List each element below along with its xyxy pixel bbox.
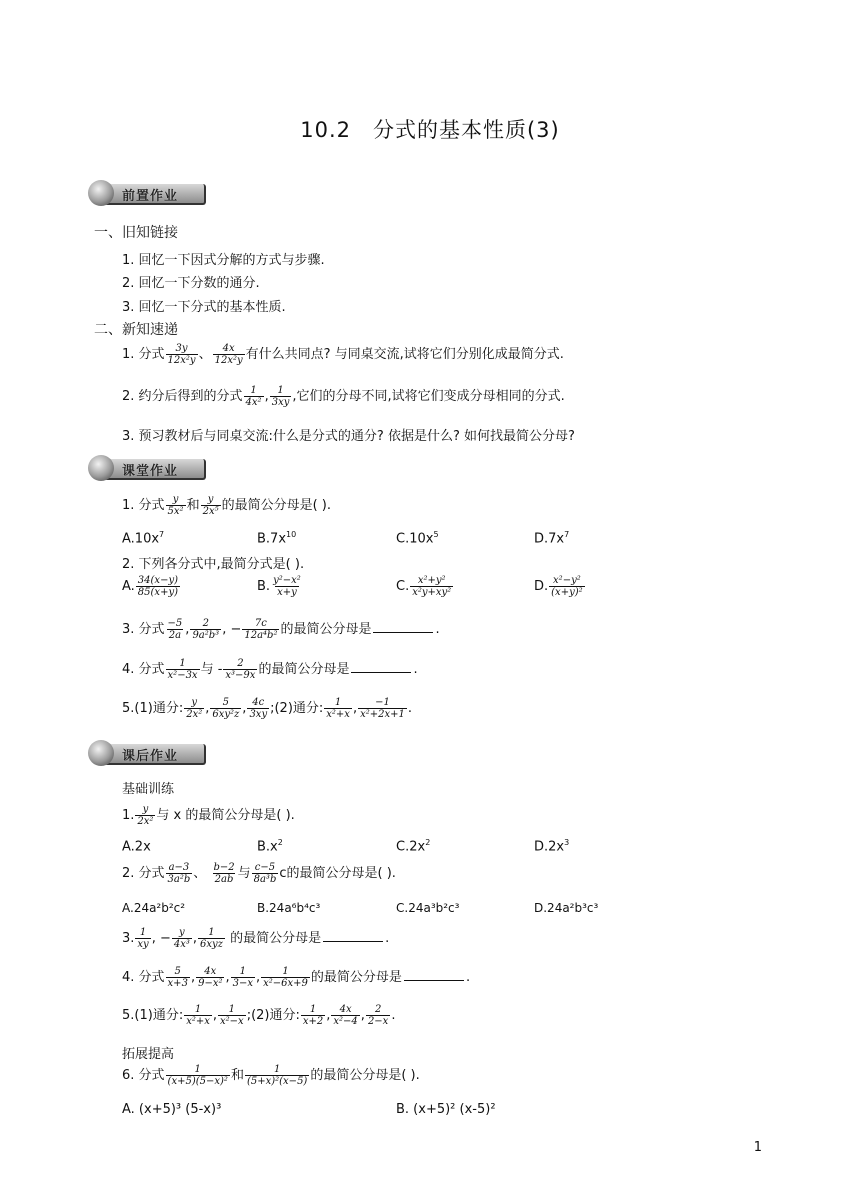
question-text: 的最简公分母是 xyxy=(230,931,322,946)
badge-label: 课堂作业 xyxy=(122,464,179,479)
option-sup: 7 xyxy=(564,530,570,539)
question-prefix: 3. xyxy=(122,931,135,946)
question-text: 有什么共同点? 与同桌交流,试将它们分别化成最简分式. xyxy=(245,347,564,362)
badge-label: 课后作业 xyxy=(122,749,179,764)
after-question-3: 3. $\frac{1}{xy}$ , − $\frac{y}{\text{4x³}}$ , $\frac{1}{\text{6xyz}}$ 的最简公分母是 . xyxy=(122,927,390,950)
question-prefix: 3. 分式 xyxy=(122,622,165,637)
question-prefix: 1. 分式 xyxy=(122,347,165,362)
badge-emblem-icon xyxy=(88,740,114,766)
question-prefix: 5.(1)通分: xyxy=(122,1008,184,1023)
after-question-4: 4. 分式 $\frac{5}{x+3}$ , $\frac{4x}{\text{9−x²}}$ , $\frac{1}{3-x}$ , $\frac{1}{\text{x²−6x+9}}$ 的最简公分母是 . xyxy=(122,966,471,989)
question-prefix: 4. 分式 xyxy=(122,662,165,677)
answer-blank[interactable] xyxy=(351,671,411,673)
option-a: A. $\frac{34(x-y)}{85(x+y)}$ xyxy=(122,575,178,598)
option-text: A.10x xyxy=(122,531,160,547)
pre-question-3: 3. 预习教材后与同桌交流:什么是分式的通分? 依据是什么? 如何找最简公分母? xyxy=(122,429,575,444)
pre-question-1: 1. 分式 $\frac{3y}{\text{12x²y}}$ 、 $\frac{4x}{\text{12x²y}}$ 有什么共同点? 与同桌交流,试将它们分别化成最简分式. xyxy=(122,343,564,366)
after-question-6: 6. 分式 $\frac{1}{\text{(x+5)(5−x)²}}$ 和 $\frac{1}{\text{(5+x)²(x−5)}}$ 的最简公分母是( ). xyxy=(122,1064,420,1087)
question-prefix: 4. 分式 xyxy=(122,970,165,985)
option-a: A.24a²b²c² xyxy=(122,901,186,915)
option-b xyxy=(257,838,283,854)
option-c: C. $\frac{\text{x²+y²}}{\text{x²y+xy²}}$ xyxy=(396,575,452,598)
option-b: B. $\frac{\text{y²−x²}}{x+y}$ xyxy=(257,575,301,598)
option-d xyxy=(534,838,569,854)
option-label: A. xyxy=(122,579,135,594)
option-c xyxy=(396,530,439,546)
pre-question-2: 2. 约分后得到的分式 $\frac{1}{\text{4x²}}$ , $\frac{1}{3xy}$ ,它们的分母不同,试将它们变成分母相同的分式. xyxy=(122,385,565,408)
option-text: C.2x xyxy=(396,839,426,855)
class-question-3: 3. 分式 $\frac{-5}{2a}$ , $\frac{2}{\text{9a²b³}}$ , − $\frac{7c}{\text{12a⁴b²}}$ 的最简公分母是 . xyxy=(122,618,440,641)
section-badge-class xyxy=(88,455,206,481)
answer-blank[interactable] xyxy=(404,979,464,981)
option-sup: 2 xyxy=(277,838,283,847)
after-question-5: 5.(1)通分: $\frac{1}{\text{x²+x}}$ , $\frac{1}{\text{x²−x}}$ ;(2)通分: $\frac{1}{x+2}$ , $\frac{4x}{\text{x²−4}}$ , $\frac{2}{2-x}$ . xyxy=(122,1004,396,1027)
option-b xyxy=(257,530,296,546)
option-sup: 3 xyxy=(564,838,570,847)
question-text: 的最简公分母是 xyxy=(280,622,372,637)
option-text: D.7x xyxy=(534,531,565,547)
page-title: 10.2 分式的基本性质(3) xyxy=(300,118,560,142)
option-label: B. xyxy=(257,579,271,594)
question-text: 的最简公分母是 xyxy=(310,970,402,985)
list-item: 3. 回忆一下分式的基本性质. xyxy=(122,300,286,315)
option-a xyxy=(122,530,164,546)
question-prefix: 2. 约分后得到的分式 xyxy=(122,389,243,404)
section-badge-pre xyxy=(88,180,206,206)
class-question-2: 2. 下列各分式中,最简分式是( ). xyxy=(122,557,305,572)
question-prefix: 6. 分式 xyxy=(122,1068,165,1083)
question-text: 和 xyxy=(230,1068,244,1083)
badge-emblem-icon xyxy=(88,455,114,481)
option-text: B.7x xyxy=(257,531,287,547)
list-item: 2. 回忆一下分数的通分. xyxy=(122,276,260,291)
option-sup: 2 xyxy=(425,838,431,847)
option-sup: 5 xyxy=(433,530,439,539)
option-text: A.2x xyxy=(122,839,151,855)
answer-blank[interactable] xyxy=(373,631,433,633)
badge-label: 前置作业 xyxy=(122,189,179,204)
class-question-4: 4. 分式 $\frac{1}{\text{x²−3x}}$ 与 - $\frac{2}{\text{x³−9x}}$ 的最简公分母是 . xyxy=(122,658,418,681)
heading-old-knowledge: 一、旧知链接 xyxy=(94,225,178,241)
question-text: c的最简公分母是( ). xyxy=(279,866,396,881)
option-d: D.24a²b³c³ xyxy=(534,901,599,915)
option-b: B. (x+5)² (x-5)² xyxy=(396,1102,496,1117)
option-d: D. $\frac{\text{x²−y²}}{\text{(x+y)²}}$ xyxy=(534,575,583,598)
page-number: 1 xyxy=(753,1140,762,1155)
question-text: ,它们的分母不同,试将它们变成分母相同的分式. xyxy=(292,389,565,404)
option-d xyxy=(534,530,569,546)
question-text: ;(2)通分: xyxy=(270,701,324,716)
option-label: D. xyxy=(534,579,549,594)
question-text: 的最简公分母是( ). xyxy=(310,1068,420,1083)
option-label: C. xyxy=(396,579,410,594)
question-text: 、 xyxy=(193,866,207,881)
question-prefix: 1. 分式 xyxy=(122,498,165,513)
badge-emblem-icon xyxy=(88,180,114,206)
heading-new-knowledge: 二、新知速递 xyxy=(94,322,178,338)
question-text: 和 xyxy=(186,498,200,513)
class-question-1: 1. 分式 $\frac{y}{\text{5x²}}$ 和 $\frac{y}{\text{2x⁵}}$ 的最简公分母是( ). xyxy=(122,494,332,517)
question-text: 的最简公分母是 xyxy=(258,662,350,677)
option-text: D.2x xyxy=(534,839,565,855)
question-prefix: 5.(1)通分: xyxy=(122,701,184,716)
list-item: 1. 回忆一下因式分解的方式与步骤. xyxy=(122,253,325,268)
option-text: C.10x xyxy=(396,531,434,547)
question-prefix: 2. 分式 xyxy=(122,866,165,881)
after-question-2: 2. 分式 $\frac{a-3}{\text{3a²b}}$ 、 $\frac{b-2}{2ab}$ 与 $\frac{c-5}{\text{8a³b}}$ c的最简公分母是( ). xyxy=(122,862,396,885)
question-text: 与 - xyxy=(200,662,223,677)
question-text: ;(2)通分: xyxy=(246,1008,300,1023)
question-text: 的最简公分母是( ). xyxy=(221,498,332,513)
heading-basic-training: 基础训练 xyxy=(122,782,175,797)
option-c xyxy=(396,838,430,854)
option-c: C.24a³b²c³ xyxy=(396,901,460,915)
question-text: 与 xyxy=(237,866,251,881)
section-badge-after xyxy=(88,740,206,766)
question-text: 与 x 的最简公分母是( ). xyxy=(156,808,295,823)
answer-blank[interactable] xyxy=(323,940,383,942)
heading-extension: 拓展提高 xyxy=(122,1047,175,1062)
class-question-5: 5.(1)通分: $\frac{y}{\text{2x²}}$ , $\frac{5}{\text{6xy²z}}$ , $\frac{4c}{3xy}$ ;(2)通分: $\frac{1}{\text{x²+x}}$ , $\frac{-1}{\text{x²+2x+1}}$ . xyxy=(122,697,413,720)
option-b: B.24a⁶b⁴c³ xyxy=(257,901,321,915)
option-sup: 10 xyxy=(286,530,297,539)
after-question-1: 1. $\frac{y}{\text{2x²}}$ 与 x 的最简公分母是( ). xyxy=(122,804,295,827)
option-a xyxy=(122,838,151,854)
question-prefix: 1. xyxy=(122,808,135,823)
option-text: B.x xyxy=(257,839,278,855)
option-a: A. (x+5)³ (5-x)³ xyxy=(122,1102,222,1117)
option-sup: 7 xyxy=(159,530,165,539)
